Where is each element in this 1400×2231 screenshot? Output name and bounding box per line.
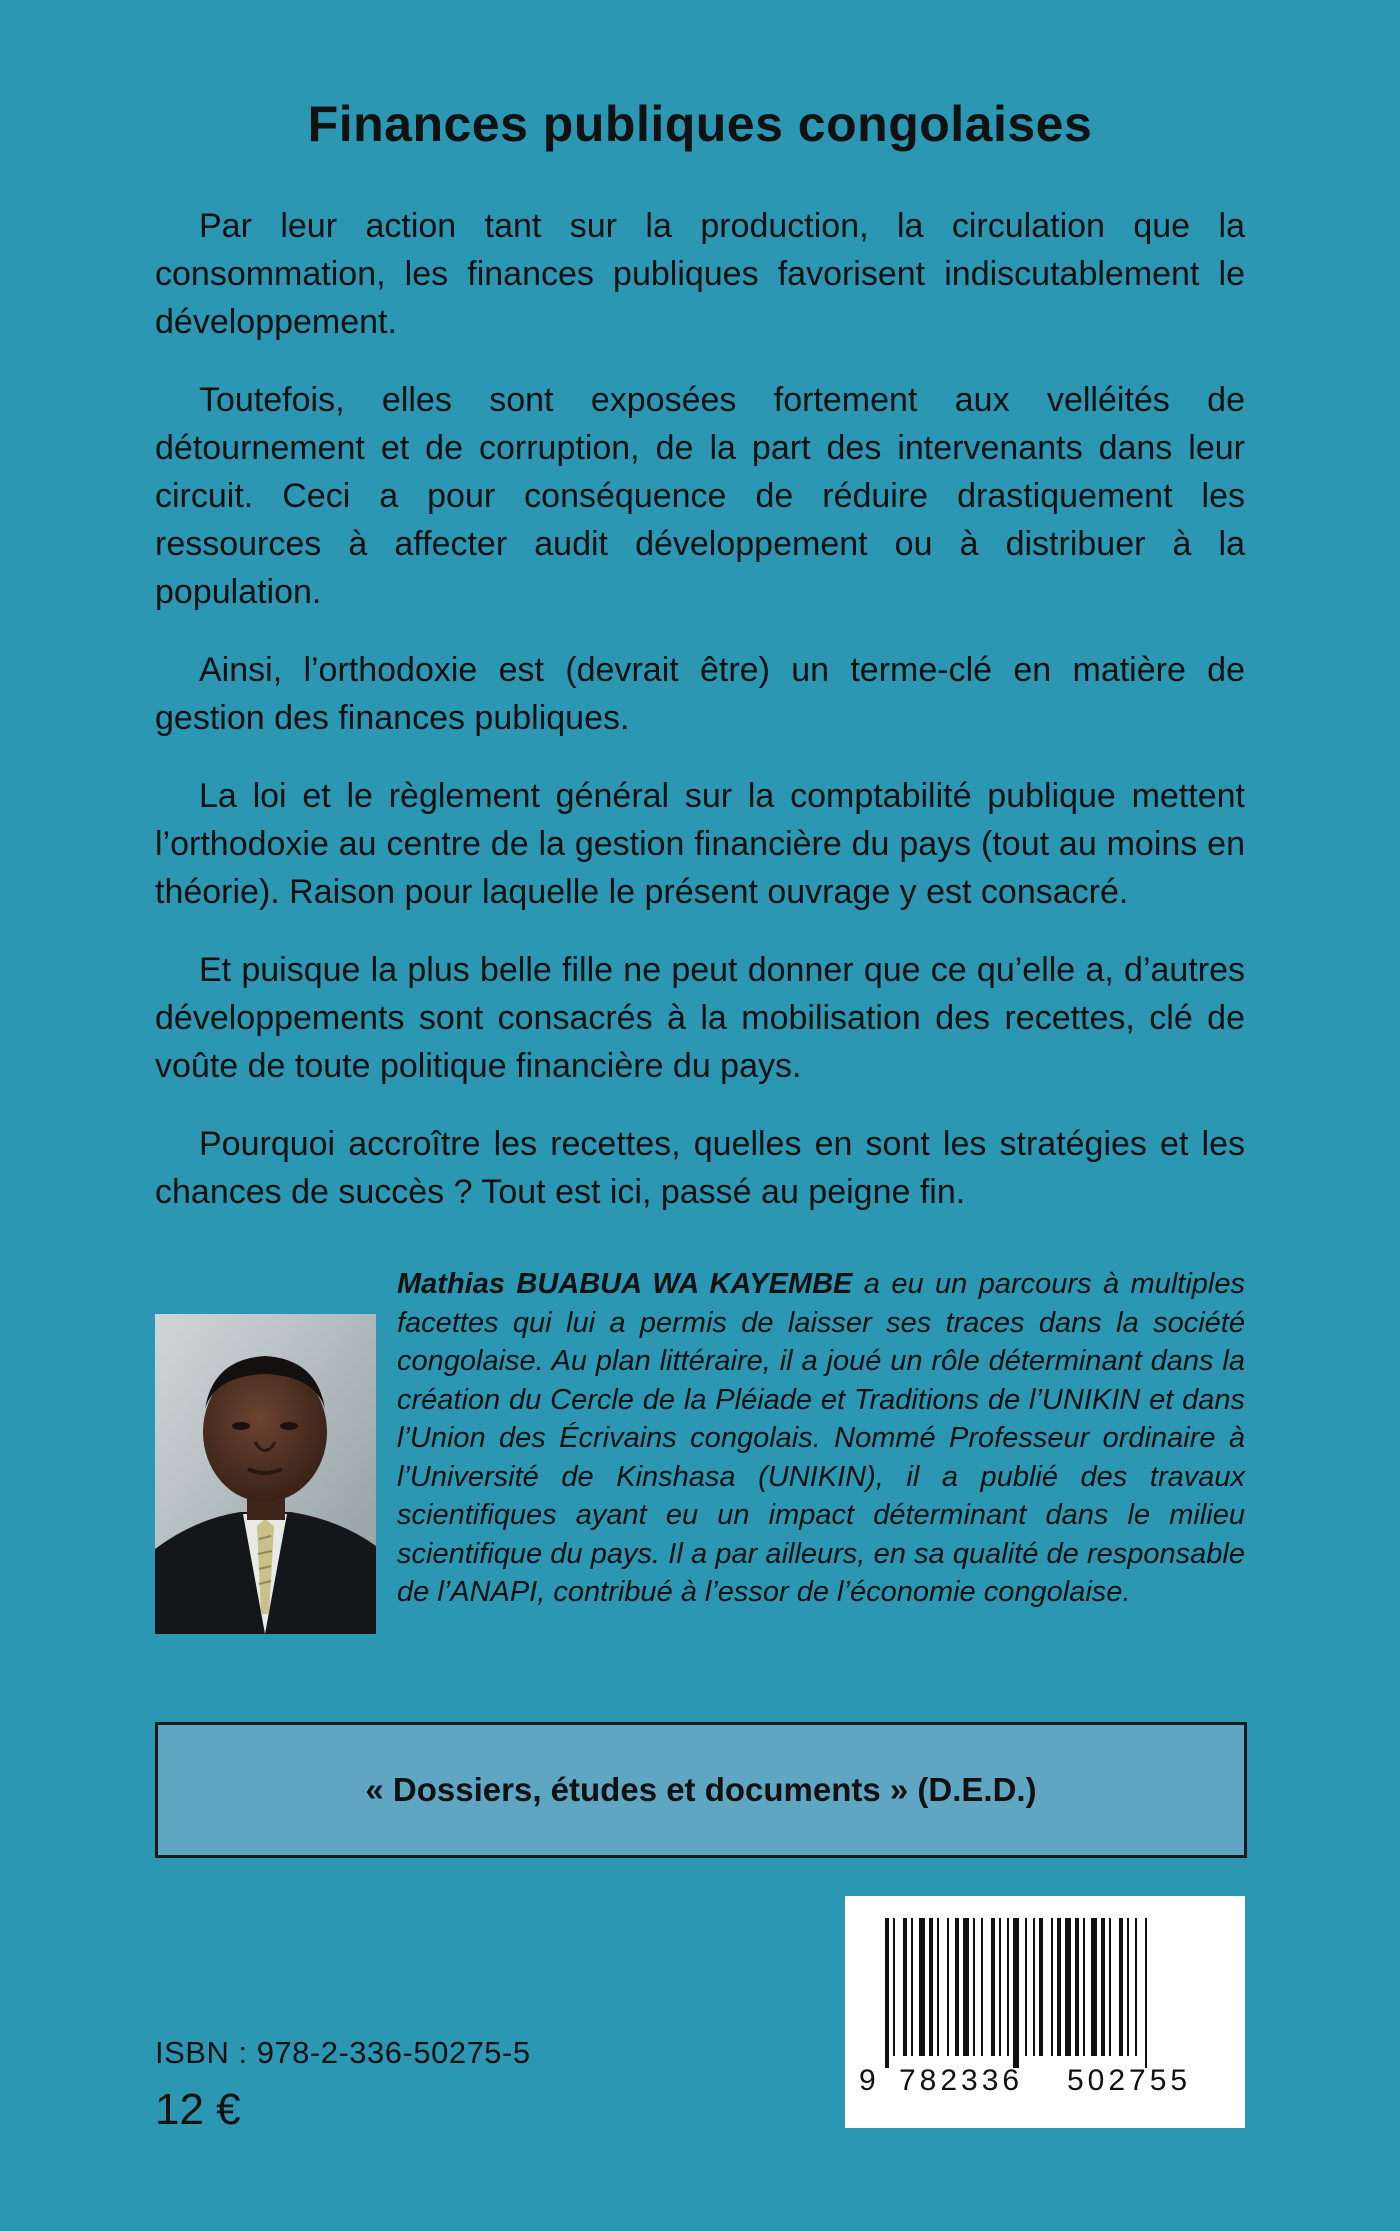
barcode-digits-left: 782336 [899,2064,1024,2097]
book-title: Finances publiques congolaises [307,96,1093,152]
barcode-digits-right: 502755 [1067,2064,1192,2097]
author-name: Mathias BUABUA WA KAYEMBE [397,1268,853,1300]
barcode-bar [1065,1918,1071,2056]
barcode-bar [973,1918,975,2056]
barcode-bar [929,1918,933,2056]
isbn: ISBN : 978-2-336-50275-5 [155,2035,531,2070]
barcode-bar [1101,1918,1105,2056]
blurb-paragraph-5: Et puisque la plus belle fille ne peut donner que ce qu’elle a, d’autres développements sont consacrés à la mobilisation des recettes, clé de voûte de toute politique financière du pays. [155,951,1245,1085]
barcode-bar [1075,1918,1079,2056]
barcode-bar [981,1918,983,2056]
barcode-digit-first: 9 [859,2064,876,2097]
blurb-paragraph-4: La loi et le règlement général sur la comptabilité publique mettent l’orthodoxie au centre de la gestion financière du pays (tout au moins en théorie). Raison pour laquelle le présent ouvrage y est consacré. [155,777,1245,911]
barcode-bar [1033,1918,1035,2056]
barcode-bar [1127,1918,1129,2056]
barcode-bars [845,1896,1245,2128]
price: 12 € [155,2085,241,2134]
blurb-paragraph-1: Par leur action tant sur la production, la circulation que la consommation, les finances publiques favorisent indiscutablement le développement. [155,207,1245,341]
barcode-bar [903,1918,907,2056]
author-portrait-illustration [155,1314,376,1634]
author-bio [397,1265,1245,1612]
barcode-bar [947,1918,949,2056]
barcode-bar [955,1918,959,2056]
barcode-bar [1007,1918,1009,2056]
barcode-bar [1109,1918,1111,2056]
barcode-bar [1091,1918,1097,2056]
blurb-paragraph-2: Toutefois, elles sont exposées fortement aux velléités de détournement et de corruption, de la part des intervenants dans leur circuit. Ceci a pour conséquence de réduire drastiquement les ressources à affecter audit développement ou à distribuer à la population. [155,381,1245,611]
author-photo [155,1314,376,1634]
barcode-bar [1057,1918,1061,2056]
barcode-bar [1051,1918,1053,2056]
blurb-paragraph-6: Pourquoi accroître les recettes, quelles en sont les stratégies et les chances de succès ? Tout est ici, passé au peigne fin. [155,1125,1245,1211]
barcode-bar [1135,1918,1137,2056]
barcode-bar [963,1918,969,2056]
blurb-paragraph-3: Ainsi, l’orthodoxie est (devrait être) un terme-clé en matière de gestion des finances publiques. [155,651,1245,737]
series-name: « Dossiers, études et documents » (D.E.D.) [365,1771,1037,1808]
barcode [845,1896,1245,2128]
barcode-bar [1145,1918,1147,2068]
barcode-bar [893,1918,895,2056]
barcode-bar [1083,1918,1085,2056]
series-box [155,1722,1247,1858]
author-bio-text: a eu un parcours à multiples facettes qui lui a permis de laisser ses traces dans la société congolaise. Au plan littéraire, il a joué un rôle déterminant dans la création du Cercle de la Pléiade et Traditions de l’UNIKIN et dans l’Union des Écrivains congolais. Nommé Professeur ordinaire à l’Université de Kinshasa (UNIKIN), il a publié des travaux scientifiques ayant eu un impact déterminant dans le milieu scientifique du pays. Il a par ailleurs, en sa qualité de responsable de l’ANAPI, contribué à l’essor de l’économie congolaise. [397,1268,1245,1608]
back-cover-blurb [155,202,1245,1246]
barcode-bar [919,1918,925,2056]
barcode-bar [999,1918,1001,2056]
barcode-bar [1013,1918,1019,2068]
barcode-bar [937,1918,939,2056]
barcode-bar [885,1918,889,2068]
barcode-bar [1039,1918,1043,2056]
barcode-bar [991,1918,995,2056]
barcode-bar [911,1918,913,2056]
barcode-bar [1025,1918,1027,2056]
barcode-bar [1119,1918,1123,2056]
